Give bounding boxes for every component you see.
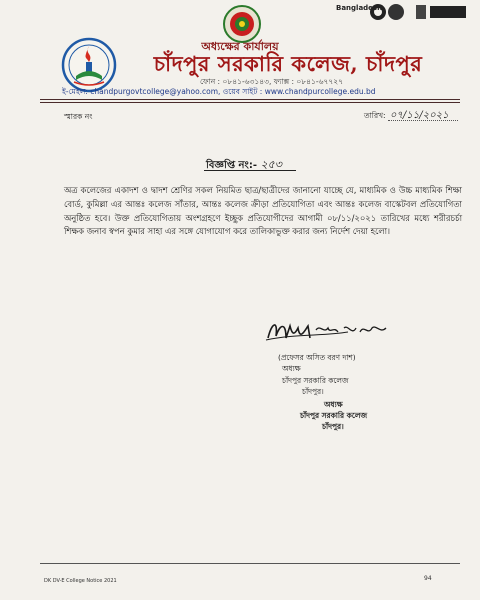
contact-line — [62, 87, 376, 99]
footer-reference: DK DV-E College Notice 2021 — [44, 578, 117, 584]
college-name-heading: চাঁদপুর সরকারি কলেজ, চাঁদপুর — [153, 51, 423, 76]
signatory-name: (প্রফেসর অসিত বরণ দাশ) — [278, 353, 356, 362]
footer-divider — [40, 563, 460, 564]
signatory-org: চাঁদপুর সরকারি কলেজ — [282, 375, 349, 385]
notice-underline — [204, 170, 296, 171]
notice-label: বিজ্ঞপ্তি নং:- — [206, 160, 257, 171]
header-divider — [40, 99, 460, 100]
stamp-place: চাঁদপুর। — [322, 422, 344, 431]
smarok-label: স্মারক নং — [64, 112, 93, 121]
notice-number: ২৫৩ — [260, 158, 282, 171]
signatory-place: চাঁদপুর। — [302, 386, 324, 396]
official-stamp — [300, 399, 367, 432]
website-text: ওয়েব সাইট : www.chandpurcollege.edu.bd — [222, 87, 376, 96]
signatory-block — [278, 352, 356, 397]
notice-number-heading — [206, 156, 282, 175]
date-field — [364, 108, 449, 125]
office-title: অধ্যক্ষের কার্যালয় — [201, 40, 279, 53]
stamp-org: চাঁদপুর সরকারি কলেজ — [300, 411, 367, 420]
signatory-title: অধ্যক্ষ — [282, 364, 301, 374]
date-label: তারিখ: — [364, 111, 386, 120]
email-text: ই-মেইল: chandpurgovtcollege@yahoo.com, — [62, 87, 221, 96]
date-underline — [388, 120, 458, 121]
bangladesh-text: Bangladesh — [336, 4, 383, 12]
stamp-title: অধ্যক্ষ — [324, 400, 343, 409]
header-divider-thin — [40, 102, 460, 103]
phone-fax-line: ফোন : ০৮৪১-৬৩১৪৩, ফ্যাক্স : ০৮৪১-৬৭৭২৭ — [200, 77, 343, 86]
date-value: ০৭/১১/২০২১ — [389, 110, 449, 121]
notice-body: অত্র কলেজের একাদশ ও দ্বাদশ শ্রেণির সকল নিয়মিত ছাত্র/ছাত্রীদের জানানো যাচ্ছে যে, মাধ্যমিক ও উচ্চ মাধ্যমিক শিক্ষা বোর্ড, কুমিল্লা এর আন্তঃ কলেজ সাঁতার, আন্তঃ কলেজ ক্রীড়া প্রতিযোগিতা এবং আন্তঃ কলেজ বাস্কেটবল প্রতিযোগিতা অনুষ্ঠিত হবে। উক্ত প্রতিযোগিতায় অংশগ্রহণে ইচ্ছুক প্রতিযোগীদের আগামী ০৮/১১/২০২১ তারিখের মধ্যে শরীরচর্চা শিক্ষক জনাব স্বপন কুমার সাহা এর সঙ্গে যোগাযোগ করে তালিকাভুক্ত করার জন্য নির্দেশ দেয়া হলো। — [64, 185, 462, 237]
footer-page-number: 94 — [424, 575, 432, 582]
handwritten-signature — [264, 314, 394, 348]
